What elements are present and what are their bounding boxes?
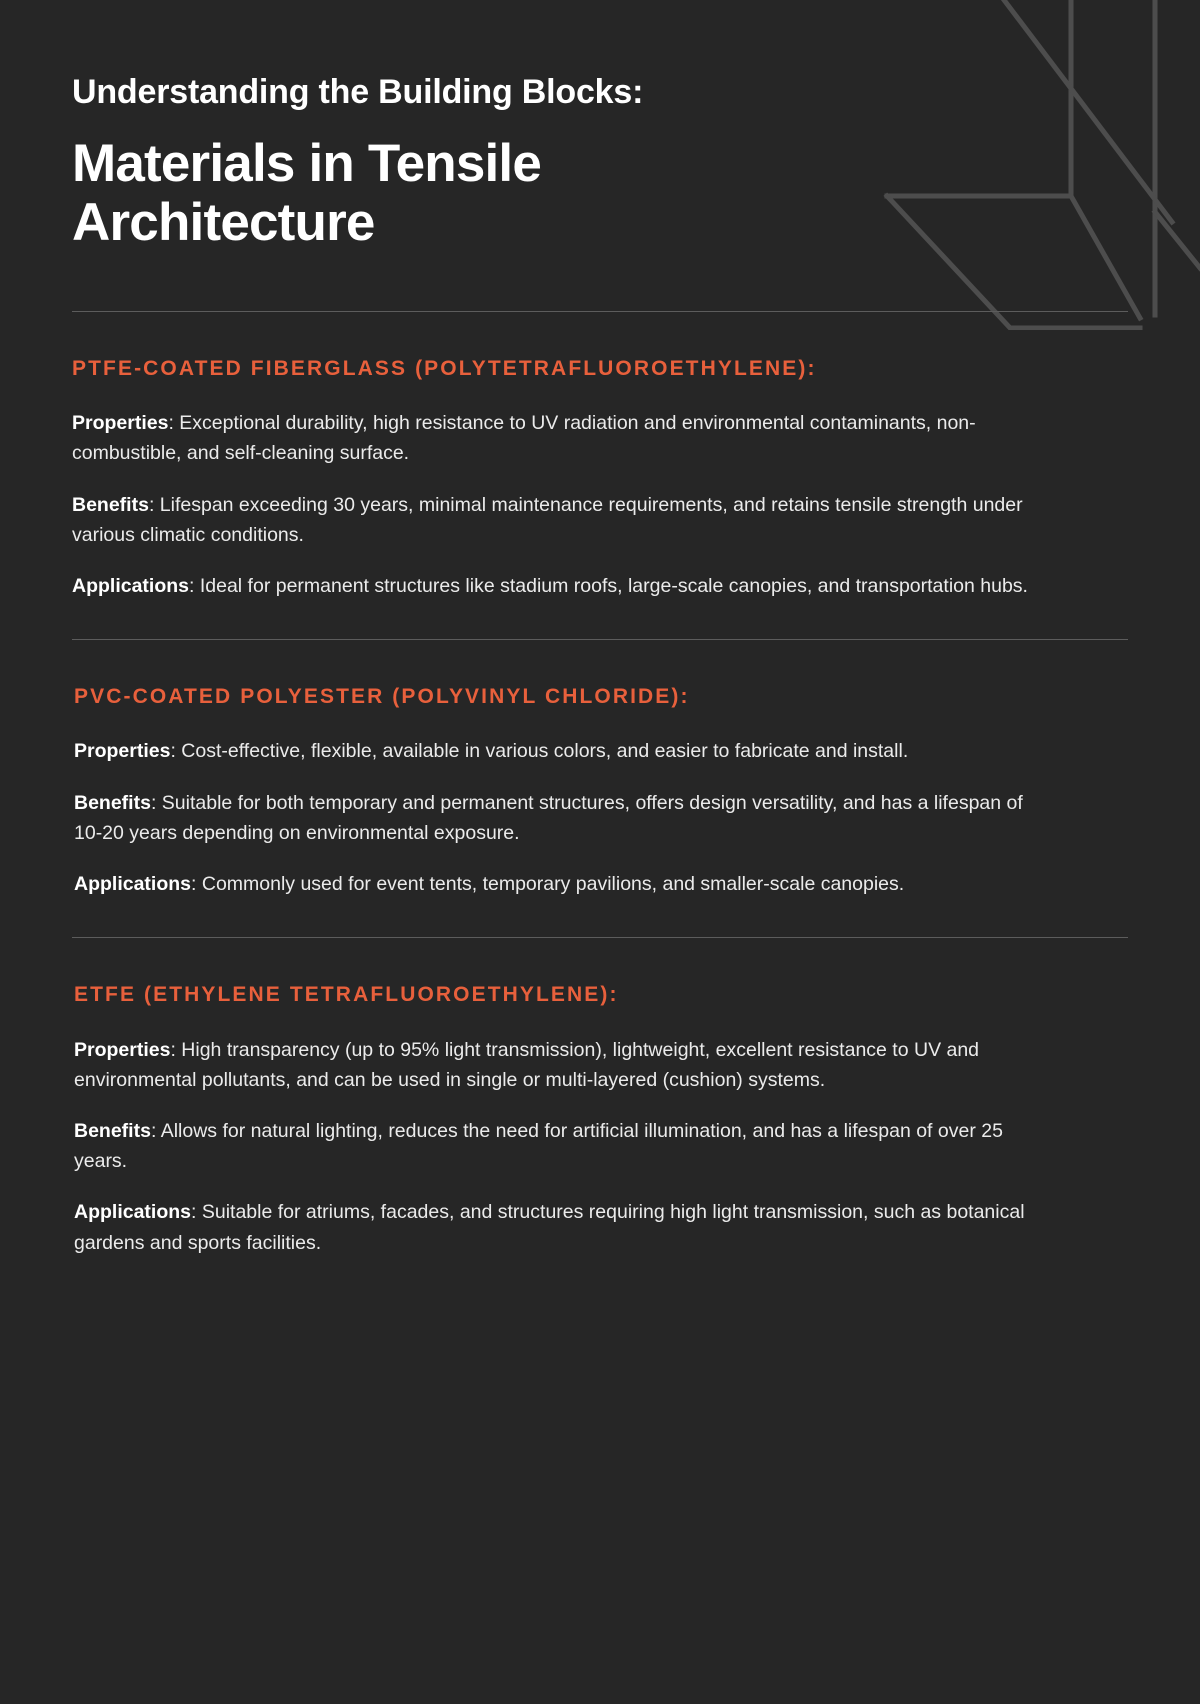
paragraph-text: Exceptional durability, high resistance to UV radiation and environmental contaminants, non-combustible, and self-cleaning surface.	[72, 412, 976, 465]
paragraph-separator: :	[170, 740, 182, 763]
paragraph-label: Applications	[74, 1201, 192, 1224]
paragraph-label: Applications	[72, 574, 190, 597]
paragraph-separator: :	[170, 1038, 182, 1061]
section-paragraph	[72, 736, 1034, 766]
paragraph-separator: :	[191, 1201, 202, 1224]
section-paragraph	[72, 571, 1034, 601]
paragraph-separator: :	[189, 574, 200, 597]
section-paragraph	[72, 1197, 1034, 1257]
paragraph-text: High transparency (up to 95% light transmission), lightweight, excellent resistance to UV and environmental pollutants, and can be used in single or multi-layered (cushion) systems.	[74, 1038, 980, 1091]
paragraph-text: Lifespan exceeding 30 years, minimal maintenance requirements, and retains tensile strength under various climatic conditions.	[72, 493, 1023, 546]
section-paragraph	[72, 788, 1034, 848]
section-paragraph	[72, 408, 1034, 468]
paragraph-separator: :	[150, 1119, 161, 1142]
paragraph-label: Applications	[74, 873, 192, 896]
paragraph-text: Ideal for permanent structures like stadium roofs, large-scale canopies, and transportation hubs.	[199, 574, 1028, 597]
sections-container	[72, 312, 1128, 1296]
paragraph-label: Properties	[74, 1038, 171, 1061]
section-paragraph	[72, 1116, 1034, 1176]
page-header	[72, 0, 1128, 253]
eyebrow-text: Understanding the Building Blocks:	[72, 73, 644, 111]
paragraph-separator: :	[150, 791, 162, 814]
paragraph-label: Properties	[72, 412, 169, 435]
material-section	[72, 938, 1128, 1296]
material-section	[72, 312, 1128, 639]
section-paragraph	[72, 869, 1034, 899]
section-paragraph	[72, 1035, 1034, 1095]
paragraph-text: Suitable for both temporary and permanent structures, offers design versatility, and has a lifespan of 10-20 years depending on environmental exposure.	[74, 791, 1023, 844]
paragraph-label: Benefits	[74, 1119, 151, 1142]
paragraph-separator: :	[191, 873, 202, 896]
paragraph-text: Allows for natural lighting, reduces the need for artificial illumination, and has a lifespan of over 25 years.	[74, 1119, 1003, 1173]
paragraph-separator: :	[148, 493, 160, 516]
paragraph-text: Commonly used for event tents, temporary pavilions, and smaller-scale canopies.	[201, 873, 905, 896]
paragraph-label: Benefits	[72, 493, 149, 516]
section-heading: PVC-COATED POLYESTER (POLYVINYL CHLORIDE):	[74, 685, 690, 709]
section-paragraph	[72, 490, 1034, 550]
paragraph-text: Cost-effective, flexible, available in various colors, and easier to fabricate and install.	[181, 740, 909, 763]
paragraph-separator: :	[168, 412, 180, 435]
page-title: Materials in Tensile Architecture	[72, 134, 542, 253]
paragraph-text: Suitable for atriums, facades, and structures requiring high light transmission, such as botanical gardens and sports facilities.	[74, 1201, 1025, 1254]
section-heading: ETFE (ETHYLENE TETRAFLUOROETHYLENE):	[74, 983, 619, 1007]
section-heading: PTFE-COATED FIBERGLASS (POLYTETRAFLUOROETHYLENE):	[72, 356, 817, 380]
paragraph-label: Benefits	[74, 791, 151, 814]
paragraph-label: Properties	[74, 740, 171, 763]
material-section	[72, 640, 1128, 937]
